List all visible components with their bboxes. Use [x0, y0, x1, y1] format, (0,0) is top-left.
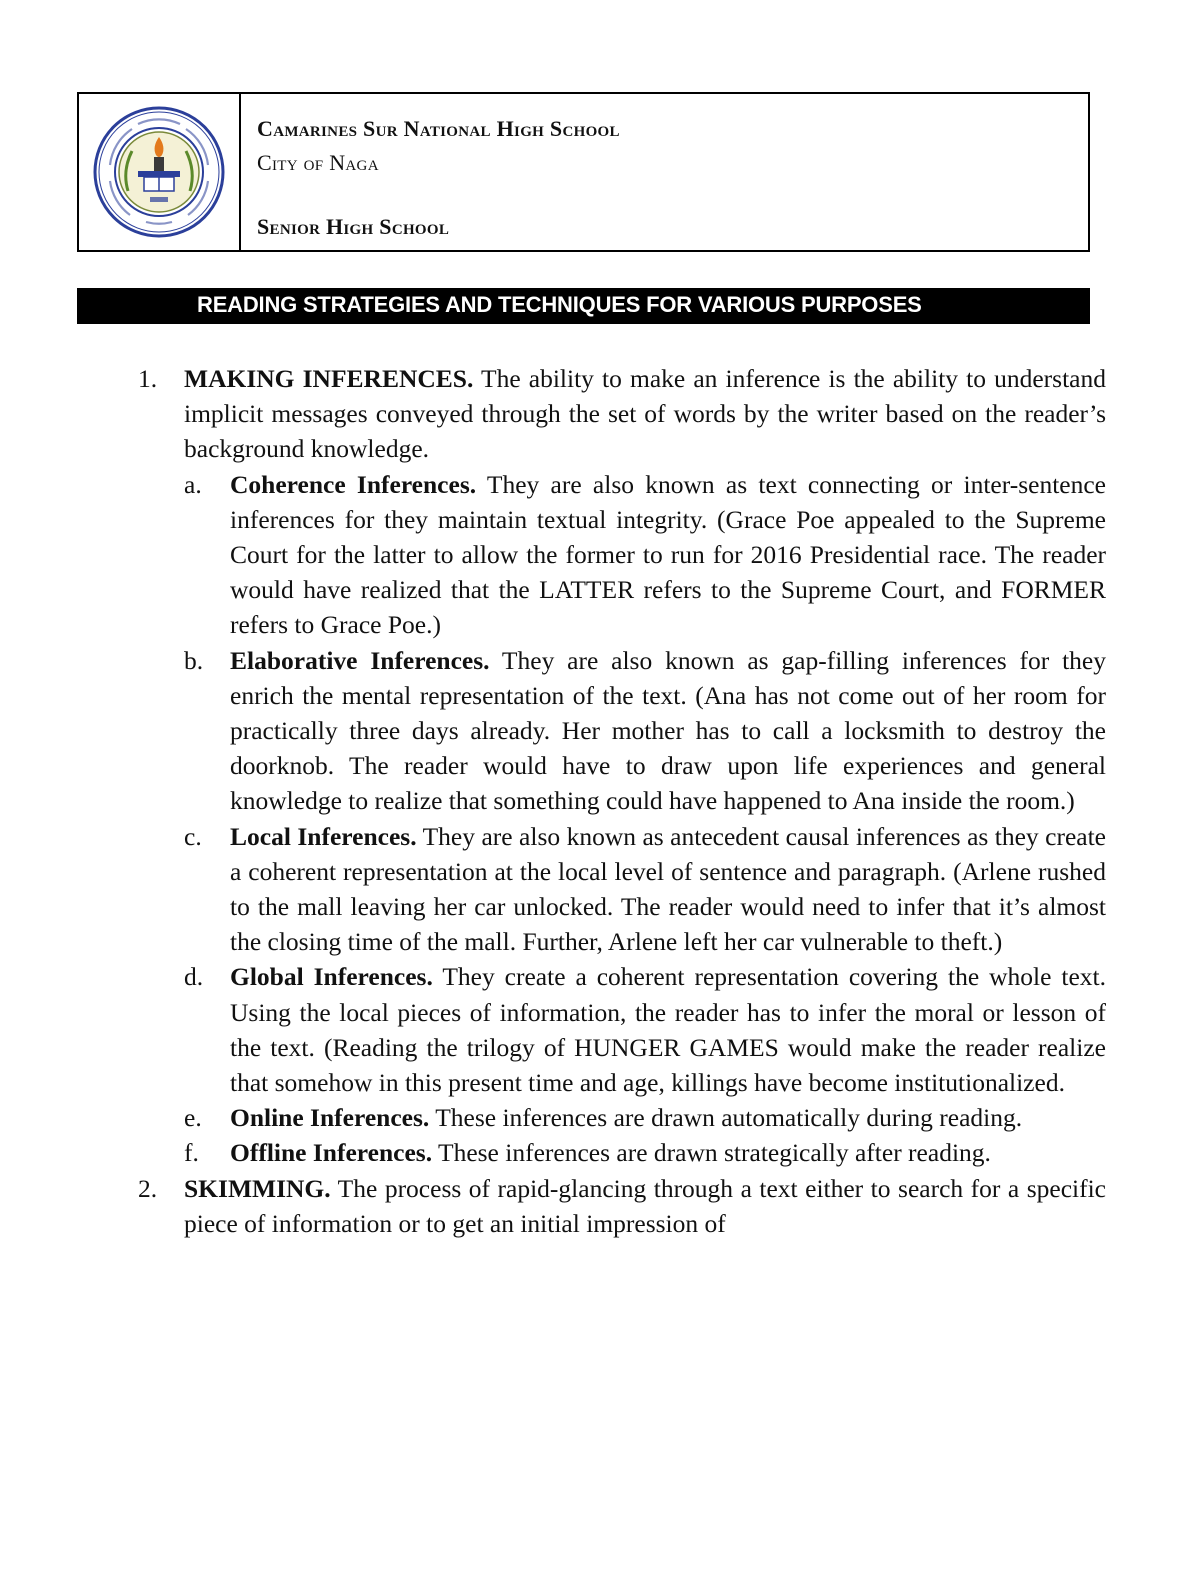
list-item	[130, 361, 1106, 1171]
sub-item-heading: Global Inferences.	[230, 962, 433, 992]
sub-list-item	[184, 959, 1106, 1100]
list-item	[130, 1171, 1106, 1241]
document-body	[130, 361, 1106, 1241]
sub-list-item	[184, 467, 1106, 643]
sub-list-item	[184, 1135, 1106, 1170]
sub-item-letter: d.	[184, 962, 204, 992]
item-number: 1.	[138, 364, 158, 393]
sub-item-heading: Elaborative Inferences.	[230, 645, 490, 675]
sub-item-text: They create a coherent representation covering the whole text. Using the local pieces of information, the reader has to infer the moral or lesson of the text. (Reading the trilogy of HUNGER GAMES would make the reader realize that somehow in this present time and age, killings have become institutionalized.	[230, 962, 1106, 1098]
sub-item-text: They are also known as antecedent causal inferences as they create a coherent representation at the local level of sentence and paragraph. (Arlene rushed to the mall leaving her car unlocked. The reader would need to infer that it’s almost the closing time of the mall. Further, Arlene left her car vulnerable to theft.)	[230, 821, 1106, 957]
title-bar	[77, 288, 1090, 324]
school-name: Camarines Sur National High School	[257, 116, 620, 141]
department-name: Senior High School	[257, 214, 450, 239]
city-name: City of Naga	[257, 150, 379, 175]
sub-item-heading: Offline Inferences.	[230, 1138, 433, 1168]
sub-list-item	[184, 1100, 1106, 1135]
sub-item-heading: Online Inferences.	[230, 1103, 430, 1133]
sub-item-letter: b.	[184, 645, 204, 675]
item-heading: MAKING INFERENCES.	[184, 364, 474, 393]
sub-item-text: These inferences are drawn strategically after reading.	[432, 1138, 991, 1168]
sub-item-text: They are also known as text connecting or inter-sentence inferences for they maintain textual integrity. (Grace Poe appealed to the Supreme Court for the latter to allow the former to run for 2016 Presidential race. The reader would have realized that the LATTER refers to the Supreme Court, and FORMER refers to Grace Poe.)	[230, 469, 1107, 640]
page-title: READING STRATEGIES AND TECHNIQUES FOR VARIOUS PURPOSES	[197, 292, 922, 317]
sub-item-letter: e.	[184, 1103, 202, 1133]
sub-item-letter: f.	[184, 1138, 199, 1168]
item-heading: SKIMMING.	[184, 1173, 331, 1203]
item-text: The ability to make an inference is the ability to understand implicit messages conveyed through the set of words by the writer based on the reader’s background knowledge.	[184, 364, 1106, 464]
school-seal-icon	[92, 105, 226, 239]
item-number: 2.	[138, 1173, 158, 1203]
sub-list-item	[184, 643, 1106, 819]
sub-item-heading: Coherence Inferences.	[230, 469, 477, 499]
school-header	[77, 92, 1090, 252]
logo-cell	[79, 94, 241, 250]
school-info	[241, 94, 1088, 250]
sub-item-text: They are also known as gap-filling inferences for they enrich the mental representation of the text. (Ana has not come out of her room for practically three days already. Her mother has to call a locksmith to destroy the doorknob. The reader would have to draw upon life experiences and general knowledge to realize that something could have happened to Ana inside the room.)	[230, 645, 1106, 816]
sub-item-letter: c.	[184, 821, 202, 851]
sub-item-heading: Local Inferences.	[230, 821, 417, 851]
sub-item-letter: a.	[184, 469, 202, 499]
sub-list-item	[184, 819, 1106, 960]
sub-item-text: These inferences are drawn automatically during reading.	[429, 1103, 1023, 1133]
item-text: The process of rapid-glancing through a text either to search for a specific piece of information or to get an initial impression of	[184, 1173, 1106, 1238]
